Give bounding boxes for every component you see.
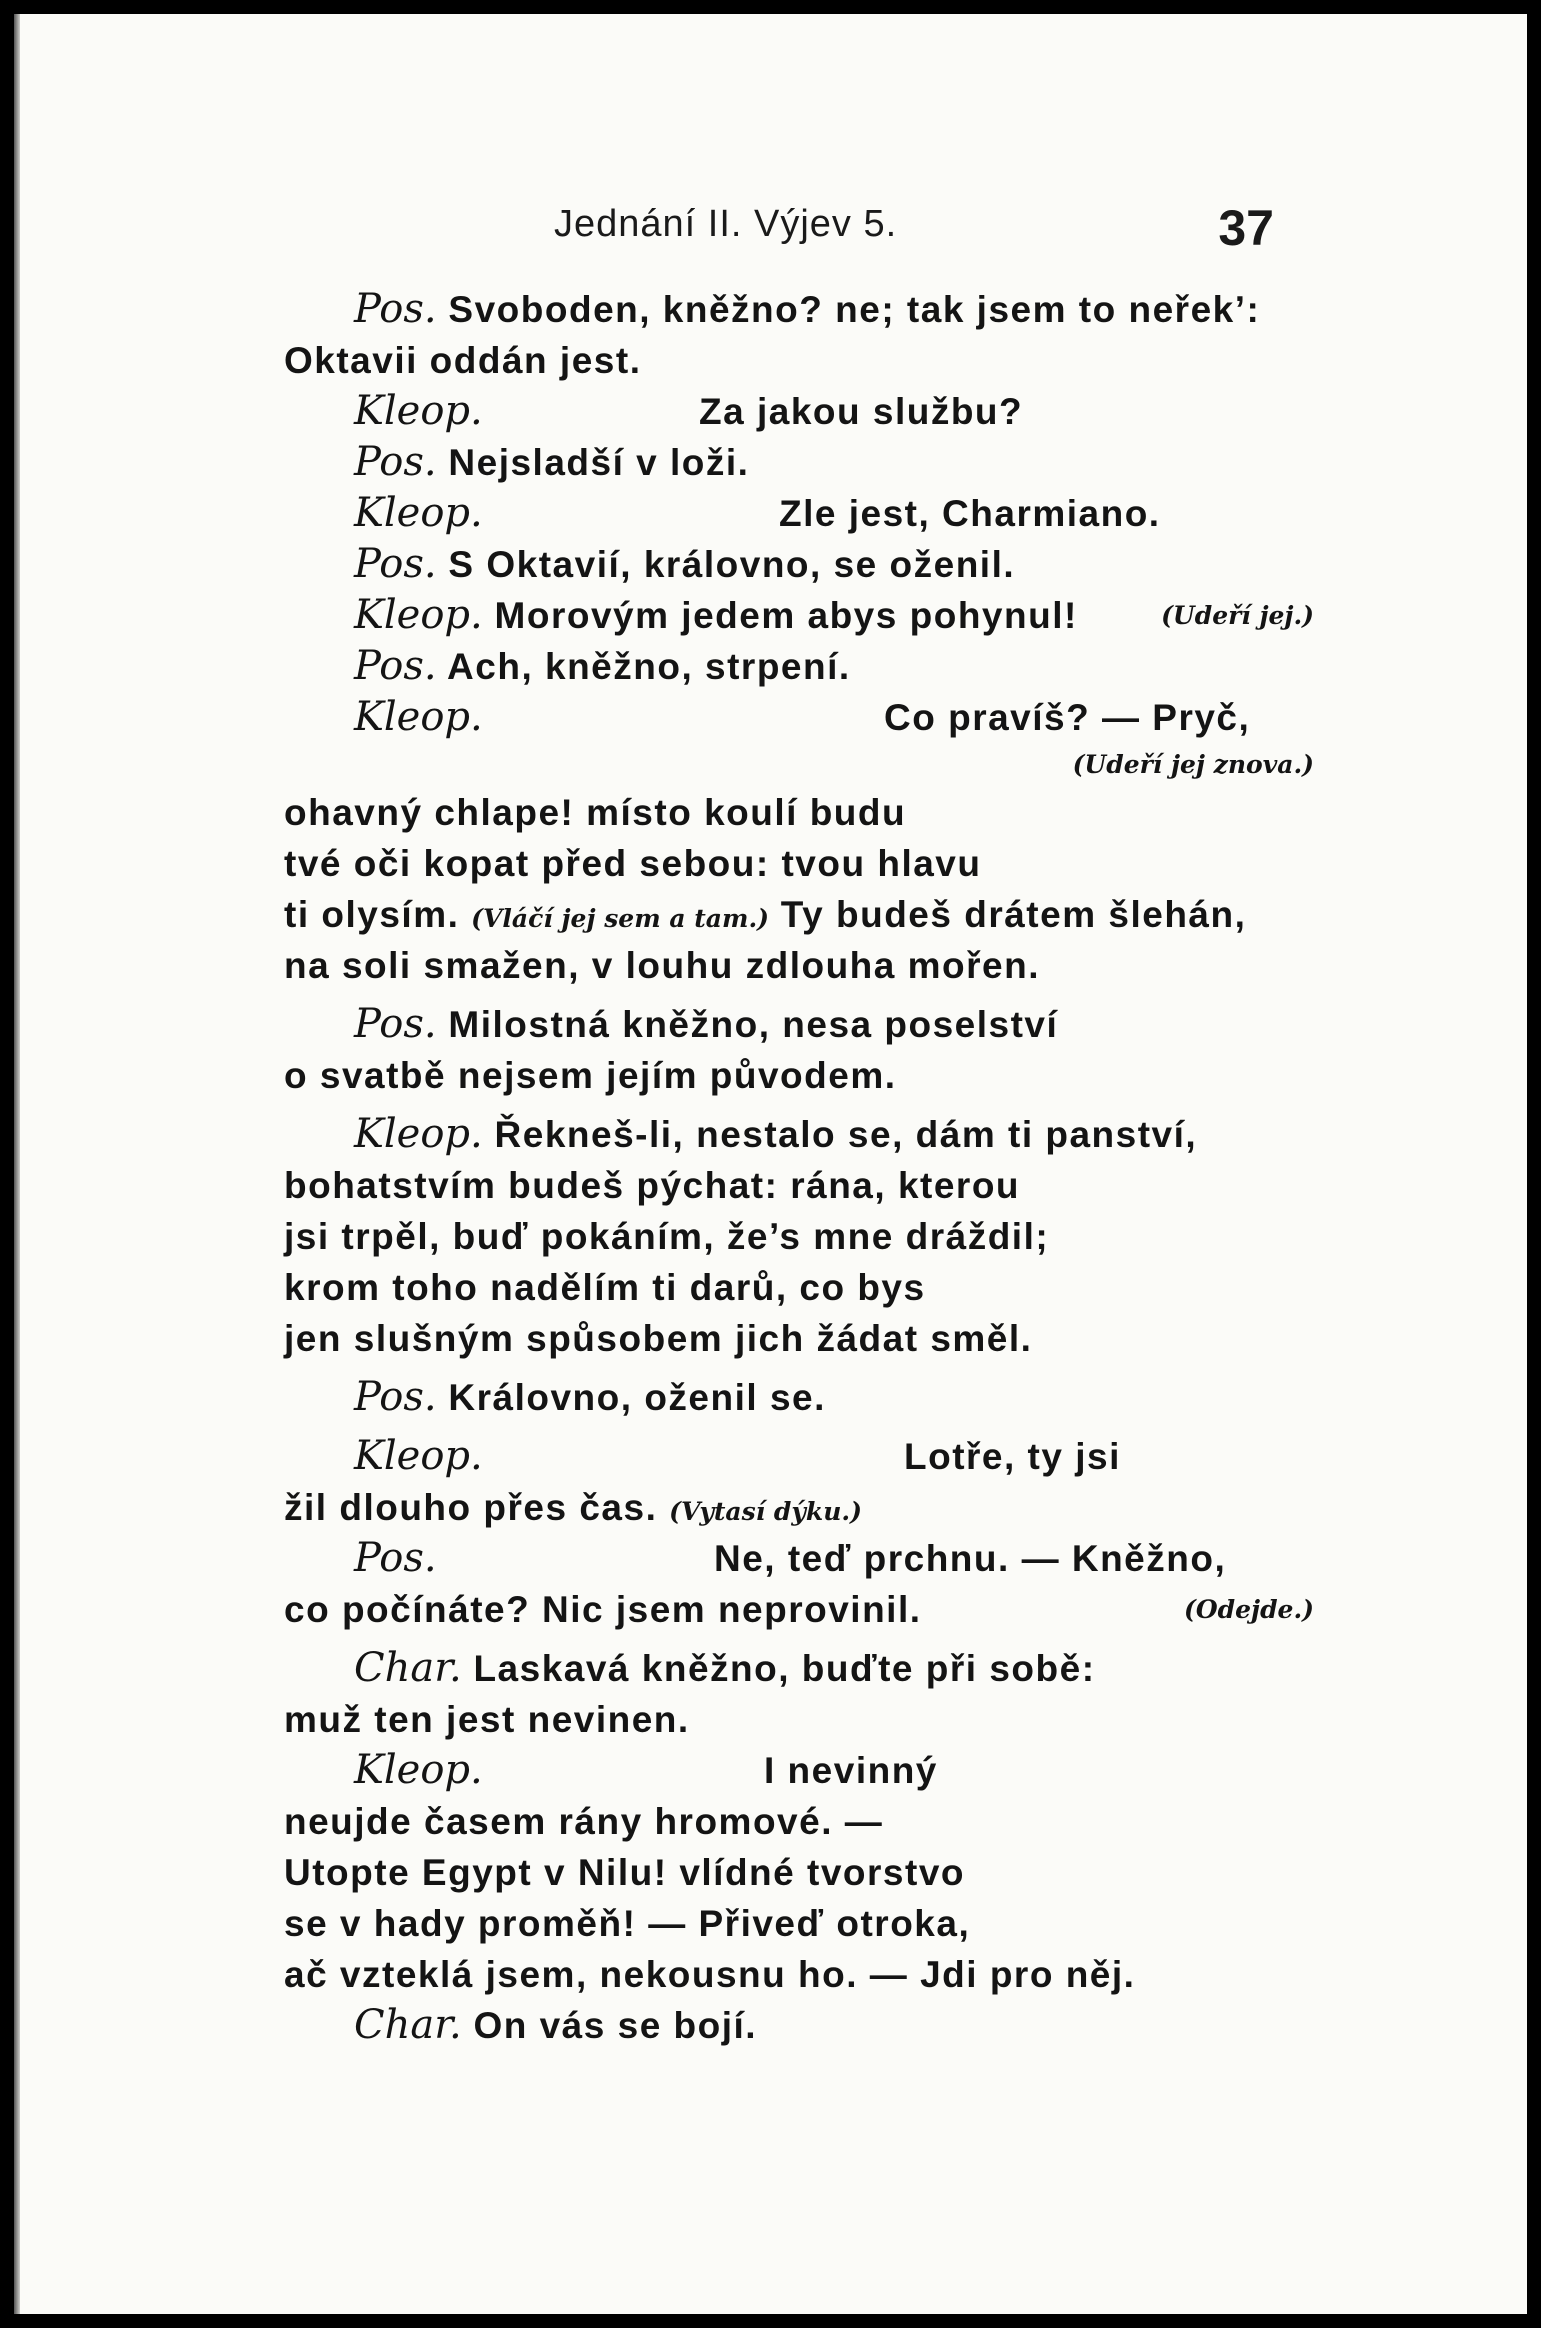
speaker-name: Pos. (354, 541, 437, 587)
running-title: Jednání II. Výjev 5. (554, 203, 898, 245)
verse-text: On vás se bojí. (473, 2005, 758, 2046)
verse-text: Co pravíš? — Pryč, (884, 697, 1251, 738)
page-edge-shadow (14, 14, 20, 2314)
speaker-name: Kleop. (354, 1111, 483, 1157)
page-number: 37 (1218, 200, 1274, 256)
verse-text: Ne, teď prchnu. — Kněžno, (714, 1538, 1227, 1579)
verse-line (284, 641, 1314, 692)
verse-text: Nejsladší v loži. (448, 442, 750, 483)
verse-text: neujde časem rány hromové. — (284, 1801, 884, 1842)
verse-line (284, 386, 1314, 437)
verse-line (284, 284, 1314, 335)
speaker-name: Kleop. (354, 1747, 483, 1793)
speaker-name: Kleop. (354, 694, 483, 740)
verse-line (284, 1109, 1314, 1160)
verse-text: muž ten jest nevinen. (284, 1699, 690, 1740)
speaker-name: Kleop. (354, 1433, 483, 1479)
speaker-name: Char. (354, 2002, 462, 2048)
verse-line (284, 488, 1314, 539)
verse-text: ohavný chlape! místo koulí budu (284, 792, 907, 833)
verse-line (284, 1533, 1314, 1584)
verse-line (284, 787, 1314, 838)
verse-line (284, 692, 1314, 743)
verse-line (284, 1211, 1314, 1262)
verse-text: ti olysím. (284, 894, 460, 935)
speaker-name: Pos. (354, 1374, 437, 1420)
verse-text: Řekneš-li, nestalo se, dám ti panství, (494, 1114, 1198, 1155)
verse-line (284, 1949, 1314, 2000)
speaker-name: Char. (354, 1645, 462, 1691)
speaker-name: Kleop. (354, 592, 483, 638)
verse-line (284, 889, 1314, 940)
verse-text: bohatstvím budeš pýchat: rána, kterou (284, 1165, 1021, 1206)
verse-text: Ty budeš drátem šlehán, (780, 894, 1247, 935)
verse-text: Královno, oženil se. (448, 1377, 826, 1418)
verse-line (284, 1160, 1314, 1211)
verse-text: Morovým jedem abys pohynul! (494, 595, 1078, 636)
speaker-name: Kleop. (354, 490, 483, 536)
verse-line (284, 1050, 1314, 1101)
speaker-name: Pos. (354, 643, 437, 689)
verse-line (284, 1482, 1314, 1533)
verse-line (284, 838, 1314, 889)
verse-line (284, 590, 1314, 641)
verse-text: co počínáte? Nic jsem neprovinil. (284, 1589, 922, 1630)
speaker-name: Kleop. (354, 388, 483, 434)
speaker-name: Pos. (354, 1001, 437, 1047)
verse-text: tvé oči kopat před sebou: tvou hlavu (284, 843, 982, 884)
verse-text: S Oktavií, královno, se oženil. (448, 544, 1016, 585)
stage-direction: (Udeří jej znova.) (1072, 750, 1314, 779)
book-page (14, 14, 1527, 2314)
stage-direction: (Udeří jej.) (1161, 601, 1314, 630)
verse-text: Oktavii oddán jest. (284, 340, 642, 381)
verse-text: se v hady proměň! — Přiveď otroka, (284, 1903, 971, 1944)
verse-line (284, 1372, 1314, 1423)
verse-line (284, 1584, 1314, 1635)
verse-text: Za jakou službu? (699, 391, 1024, 432)
speaker-name: Pos. (354, 286, 437, 332)
stage-direction: (Odejde.) (1184, 1595, 1314, 1624)
verse-line (284, 1745, 1314, 1796)
verse-text: žil dlouho přes čas. (284, 1487, 658, 1528)
verse-text: jen slušným spůsobem jich žádat směl. (284, 1318, 1033, 1359)
speaker-name: Pos. (354, 439, 437, 485)
verse-text: Ach, kněžno, strpení. (447, 646, 851, 687)
stage-direction: (Vláčí jej sem a tam.) (471, 904, 769, 933)
verse-line (284, 1796, 1314, 1847)
verse-line (284, 1262, 1314, 1313)
page-header (554, 199, 1274, 259)
verse-text: Zle jest, Charmiano. (779, 493, 1161, 534)
verse-line (284, 1313, 1314, 1364)
stage-direction-line (284, 743, 1314, 787)
verse-line (284, 1847, 1314, 1898)
play-text (284, 284, 1314, 2051)
verse-text: jsi trpěl, buď pokáním, že’s mne dráždil; (284, 1216, 1050, 1257)
verse-line (284, 2000, 1314, 2051)
verse-text: o svatbě nejsem jejím původem. (284, 1055, 897, 1096)
stage-direction: (Vytasí dýku.) (669, 1497, 862, 1526)
verse-line (284, 539, 1314, 590)
verse-text: Lotře, ty jsi (904, 1436, 1121, 1477)
verse-line (284, 1898, 1314, 1949)
verse-line (284, 1694, 1314, 1745)
verse-text: Milostná kněžno, nesa poselství (448, 1004, 1059, 1045)
verse-text: krom toho nadělím ti darů, co bys (284, 1267, 926, 1308)
verse-text: Laskavá kněžno, buďte při sobě: (473, 1648, 1096, 1689)
verse-text: Svoboden, kněžno? ne; tak jsem to neřek’: (448, 289, 1261, 330)
verse-line (284, 335, 1314, 386)
verse-line (284, 1431, 1314, 1482)
verse-line (284, 437, 1314, 488)
speaker-name: Pos. (354, 1535, 437, 1581)
verse-text: ač vzteklá jsem, nekousnu ho. — Jdi pro něj. (284, 1954, 1136, 1995)
verse-text: I nevinný (764, 1750, 938, 1791)
verse-text: Utopte Egypt v Nilu! vlídné tvorstvo (284, 1852, 965, 1893)
verse-line (284, 1643, 1314, 1694)
verse-text: na soli smažen, v louhu zdlouha mořen. (284, 945, 1040, 986)
verse-line (284, 999, 1314, 1050)
verse-line (284, 940, 1314, 991)
